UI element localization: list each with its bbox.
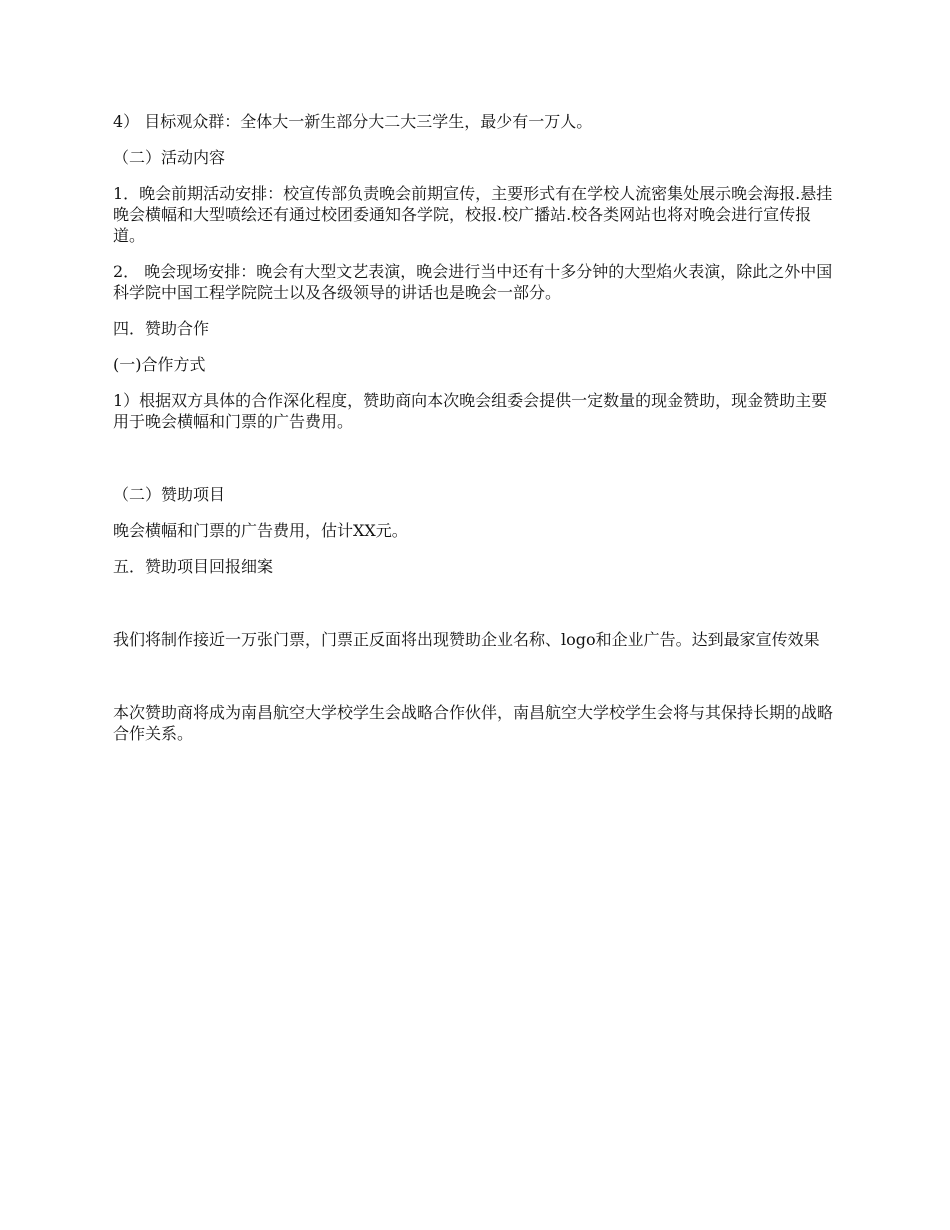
heading-return-details: 五．赞助项目回报细案 bbox=[113, 557, 274, 576]
paragraph-ticket-promotion: 我们将制作接近一万张门票，门票正反面将出现赞助企业名称、logo和企业广告。达到最家宣传效果 bbox=[113, 630, 820, 649]
heading-sponsorship-items: （二）赞助项目 bbox=[113, 485, 226, 504]
paragraph-target-audience: 4） 目标观众群：全体大一新生部分大二大三学生，最少有一万人。 bbox=[113, 112, 593, 131]
paragraph-onsite-arrangement: 2． 晚会现场安排：晚会有大型文艺表演，晚会进行当中还有十多分钟的大型焰火表演，除此之外中国科学院中国工程学院院士以及各级领导的讲话也是晚会一部分。 bbox=[113, 262, 833, 302]
paragraph-strategic-partnership: 本次赞助商将成为南昌航空大学校学生会战略合作伙伴，南昌航空大学校学生会将与其保持长期的战略合作关系。 bbox=[113, 703, 834, 743]
paragraph-pre-event-arrangement: 1．晚会前期活动安排：校宣传部负责晚会前期宣传，主要形式有在学校人流密集处展示晚会海报.悬挂晚会横幅和大型喷绘还有通过校团委通知各学院，校报.校广播站.校各类网站也将对晚会进行宣传报道。 bbox=[113, 184, 833, 245]
heading-cooperation-method: (一)合作方式 bbox=[113, 355, 206, 374]
document-body bbox=[113, 111, 843, 744]
heading-sponsorship-cooperation: 四．赞助合作 bbox=[113, 319, 210, 338]
paragraph-cash-sponsorship: 1）根据双方具体的合作深化程度，赞助商向本次晚会组委会提供一定数量的现金赞助，现金赞助主要用于晚会横幅和门票的广告费用。 bbox=[113, 391, 828, 431]
paragraph-advertising-cost: 晚会横幅和门票的广告费用，估计XX元。 bbox=[113, 521, 408, 540]
heading-activity-content: （二）活动内容 bbox=[113, 148, 226, 167]
